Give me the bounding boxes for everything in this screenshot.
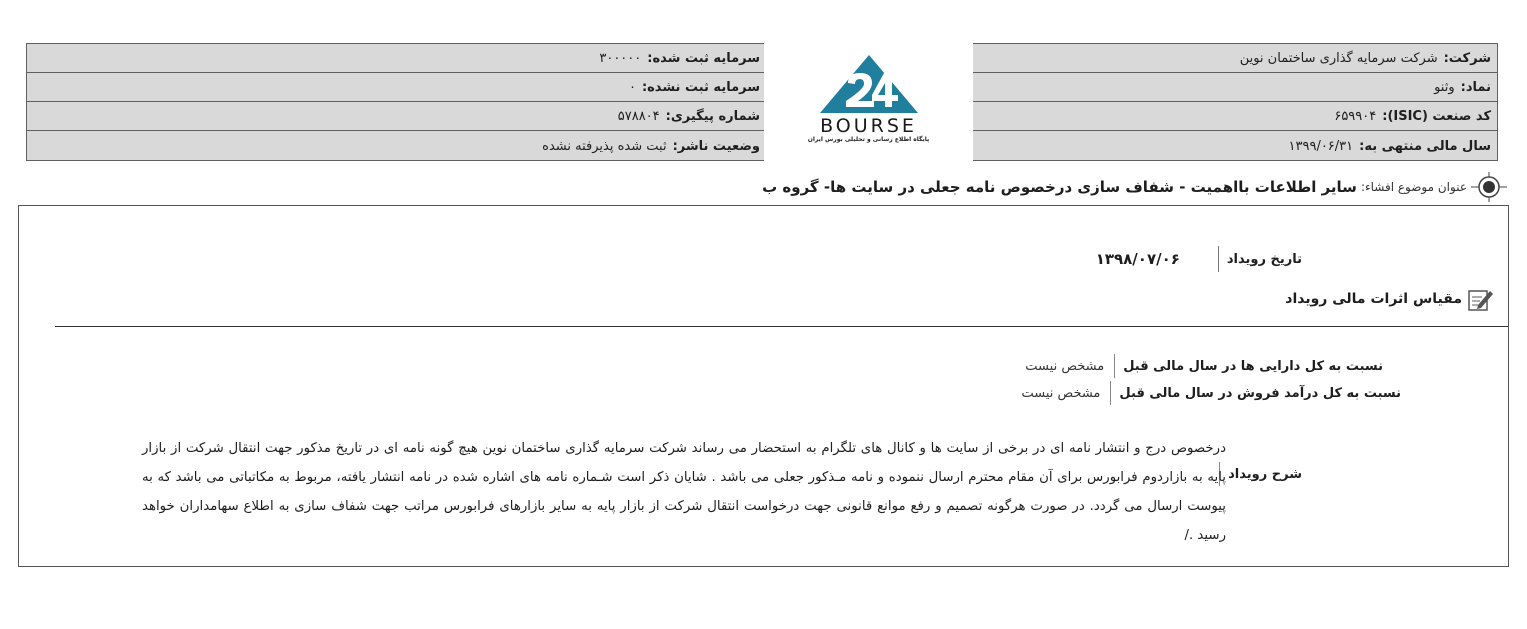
event-date-value: ۱۳۹۸/۰۷/۰۶ — [1095, 250, 1180, 268]
unregistered-capital-value: ۰ — [628, 79, 636, 95]
company-row — [971, 44, 1497, 73]
publisher-status-label: وضعیت ناشر: — [672, 138, 760, 154]
isic-label: کد صنعت (ISIC): — [1382, 108, 1491, 124]
fiscal-year-row — [971, 131, 1497, 161]
registered-capital-row — [27, 44, 764, 73]
fiscal-year-label: سال مالی منتهی به: — [1359, 138, 1491, 154]
assets-ratio-row — [1025, 354, 1383, 378]
edit-document-icon — [1466, 286, 1494, 312]
bourse-logo — [764, 43, 973, 161]
financial-impact-title: مقیاس اثرات مالی رویداد — [1285, 291, 1462, 307]
event-date-row — [1096, 246, 1302, 272]
isic-value: ۶۵۹۹۰۴ — [1334, 108, 1377, 124]
company-header-table — [26, 43, 1498, 161]
revenue-ratio-label: نسبت به کل درآمد فروش در سال مالی قبل — [1110, 381, 1401, 405]
event-description-label: شرح رویداد — [1219, 462, 1302, 486]
symbol-label: نماد: — [1460, 79, 1491, 95]
target-bullet-icon — [1471, 172, 1507, 202]
isic-row — [971, 102, 1497, 131]
bourse-triangle-icon — [814, 53, 924, 115]
tracking-number-value: ۵۷۸۸۰۴ — [617, 108, 660, 124]
tracking-number-label: شماره پیگیری: — [665, 108, 760, 124]
publisher-status-row — [27, 131, 764, 161]
financial-impact-section-header — [1285, 284, 1494, 314]
disclosure-subject — [762, 172, 1507, 202]
registered-capital-label: سرمایه ثبت شده: — [647, 50, 760, 66]
assets-ratio-label: نسبت به کل دارایی ها در سال مالی قبل — [1114, 354, 1383, 378]
revenue-ratio-row — [1021, 381, 1401, 405]
logo-wordmark: BOURSE — [820, 115, 917, 137]
section-divider — [55, 326, 1508, 327]
subject-caption: عنوان موضوع افشاء: — [1360, 180, 1467, 194]
subject-title: سایر اطلاعات بااهمیت - شفاف سازی درخصوص نامه جعلی در سایت ها- گروه ب — [762, 178, 1357, 196]
revenue-ratio-value: مشخص نیست — [1021, 385, 1101, 401]
header-right-column — [971, 44, 1497, 160]
symbol-value: وثنو — [1434, 79, 1455, 95]
event-detail-box — [18, 205, 1509, 567]
event-description-text: درخصوص درج و انتشار نامه ای در برخی از سایت ها و کانال های تلگرام به استحضار می رساند شرکت سرمایه گذاری ساختمان نوین هیچ گونه نامه ای در تاریخ مذکور جهت انتقال شرکت از بازار پایه به بازاردوم فرابورس برای آن مقام محترم ارسال ننموده و نامه مـذکور جعلی می باشد . شایان ذکر است شـماره نامه های اشاره شده در نامه انتشار یافته، مربوط به مکاتباتی می باشد که به پیوست ارسال می گردد. در صورت هرگونه تصمیم و رفع موانع قانونی جهت درخواست انتقال شرکت از بازار پایه به سایر بازارهای فرابورس مراتب جهت شفاف سازی به اطلاع سهامداران خواهد رسید ./ — [142, 441, 1226, 543]
symbol-row — [971, 73, 1497, 102]
logo-subtitle: پایگاه اطلاع رسانی و تحلیلی بورس ایران — [807, 136, 930, 143]
publisher-status-value: ثبت شده پذیرفته نشده — [542, 138, 667, 154]
fiscal-year-value: ۱۳۹۹/۰۶/۳۱ — [1288, 138, 1354, 154]
header-left-column — [27, 44, 764, 160]
event-date-label: تاریخ رویداد — [1218, 246, 1302, 272]
company-value: شرکت سرمایه گذاری ساختمان نوین — [1239, 50, 1438, 66]
unregistered-capital-row — [27, 73, 764, 102]
company-label: شرکت: — [1443, 50, 1491, 66]
unregistered-capital-label: سرمایه ثبت نشده: — [641, 79, 760, 95]
tracking-number-row — [27, 102, 764, 131]
assets-ratio-value: مشخص نیست — [1025, 358, 1105, 374]
registered-capital-value: ۳۰۰۰۰۰ — [599, 50, 642, 66]
